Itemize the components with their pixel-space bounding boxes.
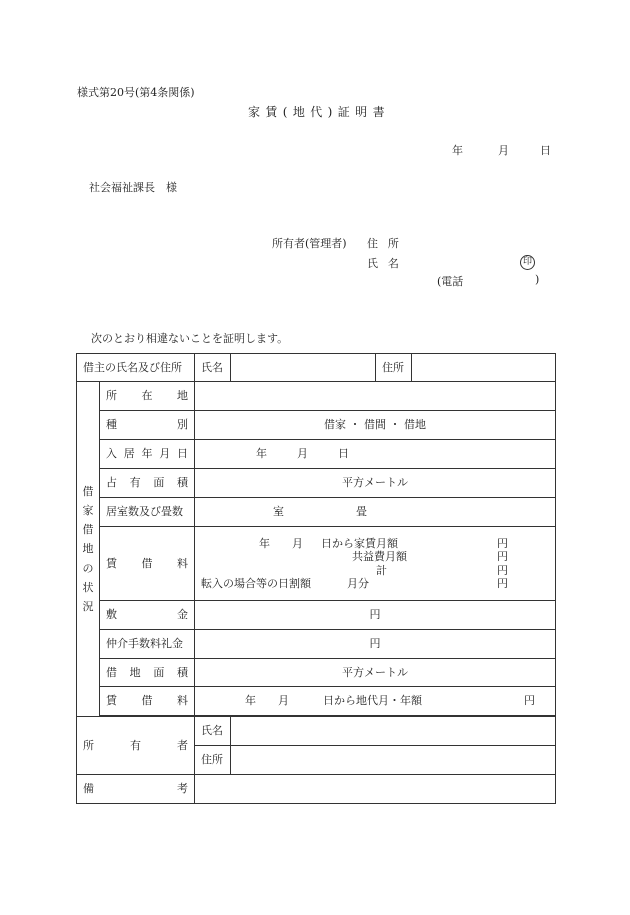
land-rent-unit: 円 (524, 694, 535, 708)
intro-text: 次のとおり相違ないことを証明します。 (91, 332, 289, 345)
rent-line-date: 年 月 (259, 537, 303, 551)
rent-field[interactable] (195, 527, 556, 601)
type-label: 種 別 (100, 411, 195, 440)
owner-address-label: 住所 (367, 237, 409, 250)
tatami-unit: 畳 (356, 505, 367, 519)
prorated-unit: 円 (497, 576, 508, 590)
remarks-field[interactable] (195, 775, 556, 804)
location-label: 所 在 地 (100, 382, 195, 411)
section-label-cell (77, 382, 100, 717)
common-fee-unit: 円 (497, 550, 508, 564)
total-label: 計 (376, 563, 387, 577)
remarks-label: 備 考 (77, 775, 195, 804)
land-area-field[interactable]: 平方メートル (195, 659, 556, 687)
area-field[interactable]: 平方メートル (195, 469, 556, 498)
fee-label: 仲介手数料礼金 (100, 630, 195, 659)
phone-open: (電話 (437, 275, 464, 288)
area-label: 占 有 面 積 (100, 469, 195, 498)
fee-field[interactable]: 円 (195, 630, 556, 659)
date-year: 年 (452, 144, 463, 157)
rooms-label: 居室数及び畳数 (100, 498, 195, 527)
move-in-field[interactable] (195, 440, 556, 469)
page-title: 家賃(地代)証明書 (248, 105, 390, 119)
form-number: 様式第20号(第4条関係) (77, 86, 195, 99)
owner-label: 所有者(管理者) (272, 237, 347, 250)
move-in-month: 月 (297, 447, 308, 461)
date-month: 月 (498, 144, 509, 157)
section-label: 借 家 借 地 の 状 況 (82, 484, 94, 614)
tenant-row (77, 354, 556, 382)
owner-name-label: 氏名 (367, 257, 409, 270)
prorated-month-label: 月分 (347, 576, 369, 590)
rent-label: 賃 借 料 (100, 527, 195, 601)
rent-line-monthly: 日から家賃月額 (321, 537, 398, 551)
tenant-address-label: 住所 (376, 354, 412, 382)
total-unit: 円 (497, 563, 508, 577)
date-line (452, 142, 551, 158)
seal-mark: 印 (520, 255, 535, 270)
land-rent-label: 賃 借 料 (100, 687, 195, 716)
tenant-name-label: 氏名 (195, 354, 231, 382)
land-rent-field[interactable] (195, 687, 556, 716)
tenant-address-field[interactable] (412, 354, 556, 382)
land-rent-text: 日から地代月・年額 (323, 694, 422, 708)
owner-address-label-cell: 住所 (195, 746, 231, 775)
owner-row-label: 所 有 者 (77, 717, 195, 775)
deposit-field[interactable]: 円 (195, 601, 556, 630)
move-in-year: 年 (256, 447, 267, 461)
phone-close: ) (535, 273, 540, 286)
certificate-table (76, 353, 556, 804)
rooms-unit: 室 (273, 505, 284, 519)
land-area-label: 借 地 面 積 (100, 659, 195, 687)
deposit-label: 敷 金 (100, 601, 195, 630)
prorated-label: 転入の場合等の日割額 (201, 576, 311, 590)
land-rent-date: 年 月 (245, 694, 289, 708)
tenant-name-field[interactable] (231, 354, 376, 382)
move-in-day: 日 (338, 447, 349, 461)
rent-line-unit: 円 (497, 537, 508, 551)
common-fee-label: 共益費月額 (352, 550, 407, 564)
date-day: 日 (540, 144, 551, 157)
move-in-label: 入 居 年 月 日 (100, 440, 195, 469)
rent-lines (201, 537, 517, 590)
owner-name-field[interactable] (231, 717, 556, 746)
type-value: 借家 ・ 借間 ・ 借地 (195, 411, 556, 440)
owner-address-field[interactable] (231, 746, 556, 775)
addressee: 社会福祉課長 様 (89, 181, 177, 194)
tenant-label: 借主の氏名及び住所 (77, 354, 195, 382)
rooms-field[interactable] (195, 498, 556, 527)
owner-name-label-cell: 氏名 (195, 717, 231, 746)
location-field[interactable] (195, 382, 556, 411)
